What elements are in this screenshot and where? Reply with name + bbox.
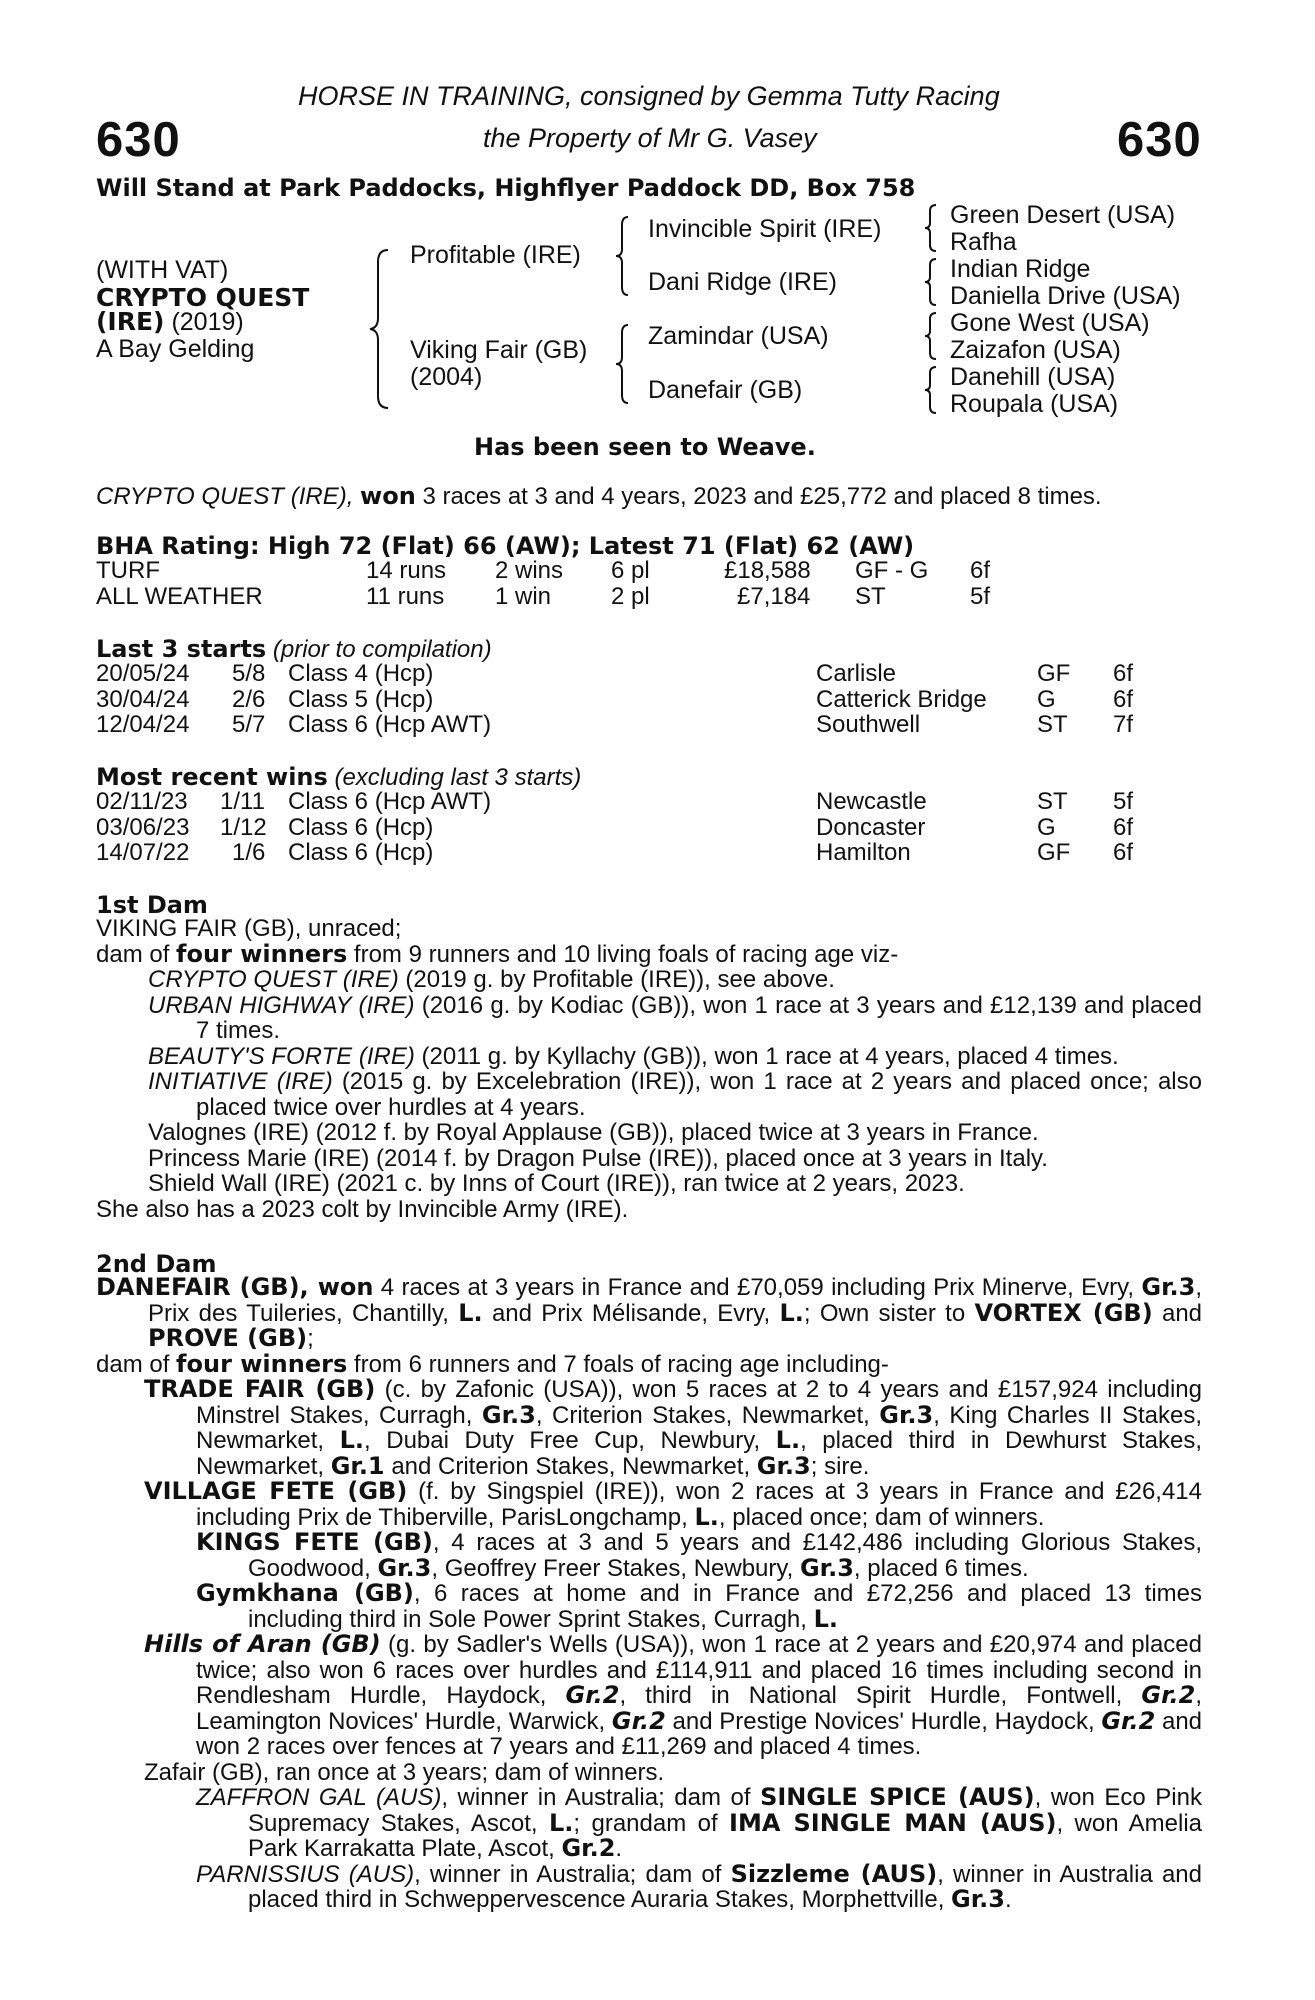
offspring-detail: , third in National Spirit Hurdle, Fontwell,: [619, 1682, 1123, 1709]
offspring-detail: ; sire.: [810, 1452, 870, 1480]
start-going: G: [1037, 686, 1056, 713]
offspring-entry: [96, 967, 1202, 993]
produce-text: dam of: [96, 940, 170, 968]
offspring-entry: [96, 1632, 1202, 1760]
gen3-8: Roupala (USA): [950, 390, 1119, 418]
lot-number-right: 630: [1117, 113, 1202, 167]
gen3-7: Danehill (USA): [950, 363, 1116, 391]
offspring-name: IMA SINGLE MAN (AUS): [729, 1808, 1057, 1837]
record-runs: 14 runs: [366, 557, 447, 584]
horse-year: (2019): [171, 308, 244, 336]
grade: L.: [694, 1502, 719, 1531]
win-dist: 6f: [1113, 814, 1134, 841]
grade: Gr.3: [377, 1553, 432, 1582]
grade: Gr.3: [879, 1400, 934, 1429]
offspring-entry: Zafair (GB), ran once at 3 years; dam of winners.: [144, 1758, 665, 1786]
gen3-6: Zaizafon (USA): [950, 336, 1121, 364]
record-dist: 6f: [970, 557, 991, 584]
horse-country-year: [96, 309, 244, 335]
offspring-detail: , won Eco Pink Supremacy Stakes, Ascot,: [248, 1784, 1202, 1837]
record-text: , Prix des Tuileries, Chantilly,: [148, 1274, 1203, 1327]
offspring-entry: [96, 1377, 1202, 1479]
start-class: Class 5 (Hcp): [288, 686, 434, 713]
win-going: ST: [1037, 788, 1068, 815]
grade: L.: [339, 1426, 365, 1454]
record-surface: TURF: [96, 557, 160, 584]
start-position: 5/8: [232, 660, 266, 687]
gen3-brace-4: [924, 365, 938, 415]
dam-brace: [614, 323, 632, 405]
grand-offspring-entry: [96, 1859, 1203, 1913]
offspring-detail: , placed once; dam of winners.: [718, 1503, 1045, 1531]
record-prize: £7,184: [737, 583, 811, 610]
start-dist: 6f: [1113, 686, 1134, 713]
offspring-detail: (c. by Zafonic (USA)), won 5 races at 2 to 4 years and £157,924 including Minstrel Stakes, Curragh,: [196, 1376, 1202, 1429]
win-course: Doncaster: [816, 814, 926, 841]
first-dam-title: 1st Dam: [96, 891, 208, 919]
sire: Profitable (IRE): [410, 241, 581, 269]
grade: Gr.3: [756, 1451, 811, 1480]
win-course: Hamilton: [816, 839, 911, 866]
offspring-entry: Shield Wall (IRE) (2021 c. by Inns of Court (IRE)), ran twice at 2 years, 2023.: [148, 1170, 965, 1197]
offspring-name: INITIATIVE (IRE): [148, 1068, 333, 1095]
offspring-name: BEAUTY'S FORTE (IRE): [148, 1042, 415, 1070]
offspring-detail: , placed third in Dewhurst Stakes, Newmarket,: [196, 1427, 1202, 1480]
stand-line: Will Stand at Park Paddocks, Highflyer Paddock DD, Box 758: [96, 174, 916, 202]
record-dist: 5f: [970, 583, 991, 610]
start-dist: 7f: [1113, 711, 1134, 738]
record-runs: 11 runs: [366, 583, 445, 610]
record-wins: 2 wins: [495, 557, 564, 584]
gen3-4: Daniella Drive (USA): [950, 282, 1181, 310]
start-date: 12/04/24: [96, 711, 190, 738]
grade: Gr.2: [1101, 1706, 1156, 1735]
consignor-line: HORSE IN TRAINING, consigned by Gemma Tutty Racing: [298, 81, 1000, 111]
start-going: ST: [1037, 711, 1068, 738]
grade: Gr.3: [481, 1400, 536, 1429]
record-text: and Prix Mélisande, Evry,: [491, 1299, 771, 1327]
offspring-name: CRYPTO QUEST (IRE): [148, 966, 399, 993]
recent-title: Most recent wins: [96, 763, 328, 791]
offspring-detail: , King Charles II Stakes, Newmarket,: [196, 1401, 1202, 1454]
produce-winners: four winners: [176, 1349, 348, 1378]
grade: Gr.2: [565, 1681, 620, 1709]
last3-title: Last 3 starts: [96, 635, 267, 663]
gen3-brace-1: [924, 203, 938, 253]
grade: Gr.3: [951, 1885, 1005, 1913]
offspring-detail: , placed 6 times.: [853, 1554, 1029, 1582]
win-position: 1/6: [232, 839, 266, 866]
summary-rest: 3 races at 3 and 4 years, 2023 and £25,772 and placed 8 times.: [422, 483, 1102, 510]
offspring-detail: (g. by Sadler's Wells (USA)), won 1 race at 2 years and £20,974 and placed twice; also won 6 races over hurdles and £114,911 and placed 16 times including second in Rendlesham Hurdle, Haydock,: [196, 1631, 1202, 1709]
offspring-detail: ; grandam of: [573, 1809, 718, 1837]
win-dist: 6f: [1113, 839, 1134, 866]
record-placed: 2 pl: [611, 583, 650, 610]
first-dam-line: VIKING FAIR (GB), unraced;: [96, 915, 402, 942]
offspring-detail: and Criterion Stakes, Newmarket,: [391, 1452, 751, 1480]
start-course: Southwell: [816, 711, 921, 738]
offspring-name: PARNISSIUS (AUS): [196, 1860, 415, 1888]
grade: L.: [813, 1604, 839, 1633]
record-surface: ALL WEATHER: [96, 583, 263, 610]
win-course: Newcastle: [816, 788, 927, 815]
horse-country: (IRE): [96, 307, 165, 336]
pedigree-main-brace: [368, 248, 392, 410]
grand-offspring-entry: [96, 1530, 1202, 1581]
dam-sire: Zamindar (USA): [648, 322, 829, 350]
start-date: 30/04/24: [96, 686, 190, 713]
race-summary: [96, 482, 1102, 511]
offspring-detail: .: [615, 1835, 623, 1862]
recent-note: (excluding last 3 starts): [334, 764, 582, 791]
dam-year: (2004): [410, 363, 483, 391]
record-text: 4 races at 3 years in France and £70,059 including Prix Minerve, Evry,: [380, 1274, 1135, 1301]
grade: Gr.2: [1141, 1681, 1196, 1709]
dam: Viking Fair (GB): [410, 336, 588, 364]
grade: Gr.1: [330, 1451, 385, 1480]
gen3-2: Rafha: [950, 228, 1017, 256]
produce-winners: four winners: [176, 939, 348, 968]
offspring-detail: (2015 g. by Excelebration (IRE)), won 1 race at 2 years and placed once; also placed twice over hurdles at 4 years.: [196, 1068, 1202, 1121]
summary-won: won: [360, 482, 416, 510]
offspring-entry: [96, 1069, 1202, 1120]
grade: L.: [549, 1808, 574, 1837]
start-position: 2/6: [232, 686, 266, 713]
first-dam-note: She also has a 2023 colt by Invincible Army (IRE).: [96, 1195, 629, 1223]
win-class: Class 6 (Hcp): [288, 814, 434, 841]
record-prize: £18,588: [724, 557, 811, 584]
last3-note: (prior to compilation): [272, 636, 492, 663]
offspring-entry: [96, 1479, 1202, 1530]
offspring-entry: [96, 993, 1202, 1044]
offspring-detail: , Criterion Stakes, Newmarket,: [535, 1401, 870, 1429]
grand-offspring-entry: [96, 1581, 1202, 1632]
offspring-detail: , Leamington Novices' Hurdle, Warwick,: [196, 1682, 1203, 1735]
start-class: Class 6 (Hcp AWT): [288, 711, 492, 738]
record-placed: 6 pl: [611, 557, 650, 584]
offspring-detail: (2019 g. by Profitable (IRE)), see above.: [405, 966, 835, 993]
record-text: and: [1161, 1299, 1203, 1327]
win-date: 03/06/23: [96, 814, 190, 841]
grade: L.: [775, 1426, 801, 1454]
sire-brace: [614, 215, 632, 297]
offspring-name: SINGLE SPICE (AUS): [760, 1783, 1035, 1811]
offspring-entry: Valognes (IRE) (2012 f. by Royal Applause (GB)), placed twice at 3 years in France.: [148, 1119, 1039, 1146]
offspring-name: Hills of Aran (GB): [144, 1630, 381, 1658]
start-course: Carlisle: [816, 660, 897, 687]
win-date: 02/11/23: [96, 788, 188, 815]
offspring-name: VILLAGE FETE (GB): [144, 1477, 408, 1505]
win-going: G: [1037, 814, 1056, 841]
gen3-brace-3: [924, 311, 938, 361]
offspring-detail: , 4 races at 3 and 5 years and £142,486 including Glorious Stakes, Goodwood,: [248, 1529, 1202, 1582]
win-date: 14/07/22: [96, 839, 190, 866]
offspring-entry: Princess Marie (IRE) (2014 f. by Dragon Pulse (IRE)), placed once at 3 years in Italy.: [148, 1144, 1048, 1172]
dam-dam: Danefair (GB): [648, 376, 803, 404]
grade: Gr.3: [1141, 1273, 1196, 1301]
horse-name: CRYPTO QUEST: [96, 283, 310, 312]
produce-text: from 6 runners and 7 foals of racing age including-: [353, 1350, 889, 1378]
offspring-detail: , winner in Australia; dam of: [441, 1784, 751, 1811]
win-class: Class 6 (Hcp): [288, 839, 434, 866]
gen3-brace-2: [924, 257, 938, 307]
offspring-entry: [96, 1044, 1202, 1070]
offspring-detail: , winner in Australia and placed third in Schweppervescence Auraria Stakes, Morphettville,: [248, 1860, 1203, 1913]
offspring-name: KINGS FETE (GB): [196, 1528, 433, 1556]
produce-text: dam of: [96, 1350, 170, 1378]
offspring-detail: (f. by Singspiel (IRE)), won 2 races at 3 years in France and £26,414 including Prix de Thiberville, ParisLongchamp,: [196, 1478, 1203, 1531]
win-going: GF: [1037, 839, 1071, 866]
second-dam-produce-line: [96, 1349, 1202, 1378]
first-dam-section: [96, 916, 1202, 1222]
start-date: 20/05/24: [96, 660, 190, 687]
grade: L.: [779, 1298, 804, 1327]
offspring-detail: , Geoffrey Freer Stakes, Newbury,: [431, 1554, 794, 1582]
sibling-name: VORTEX (GB): [974, 1298, 1153, 1327]
grand-offspring-entry: [96, 1785, 1202, 1862]
summary-name: CRYPTO QUEST (IRE),: [96, 483, 354, 510]
offspring-detail: , winner in Australia; dam of: [414, 1860, 722, 1888]
sibling-name: PROVE (GB): [148, 1324, 308, 1352]
gen3-1: Green Desert (USA): [950, 201, 1176, 229]
offspring-detail: , Dubai Duty Free Cup, Newbury,: [364, 1427, 761, 1454]
grade: Gr.2: [561, 1834, 616, 1862]
record-text: ;: [307, 1325, 314, 1352]
grade: L.: [458, 1298, 483, 1327]
offspring-name: ZAFFRON GAL (AUS): [196, 1784, 442, 1811]
start-going: GF: [1037, 660, 1071, 687]
offspring-detail: and Prestige Novices' Hurdle, Haydock,: [672, 1707, 1095, 1735]
record-wins: 1 win: [495, 583, 552, 610]
gen3-5: Gone West (USA): [950, 309, 1150, 337]
second-dam-section: [96, 1275, 1202, 1913]
second-dam-title: 2nd Dam: [96, 1250, 217, 1278]
record-going: GF - G: [855, 557, 929, 584]
offspring-detail: (2016 g. by Kodiac (GB)), won 1 race at 3 years and £12,139 and placed 7 times.: [196, 991, 1203, 1044]
bha-rating: BHA Rating: High 72 (Flat) 66 (AW); Latest 71 (Flat) 62 (AW): [96, 532, 915, 560]
offspring-detail: , won Amelia Park Karrakatta Plate, Ascot,: [248, 1809, 1203, 1862]
lot-number-left: 630: [96, 113, 181, 167]
offspring-name: TRADE FAIR (GB): [144, 1375, 376, 1403]
grade: Gr.2: [611, 1706, 666, 1735]
start-position: 5/7: [232, 711, 266, 738]
property-line: the Property of Mr G. Vasey: [483, 123, 817, 153]
second-dam-record: [96, 1275, 1202, 1352]
record-going: ST: [855, 583, 886, 610]
start-class: Class 4 (Hcp): [288, 660, 434, 687]
record-text: ; Own sister to: [803, 1299, 966, 1327]
win-dist: 5f: [1113, 788, 1134, 815]
first-dam-produce-line: [96, 939, 1202, 968]
offspring-name: Sizzleme (AUS): [730, 1859, 938, 1888]
start-dist: 6f: [1113, 660, 1134, 687]
vat-note: (WITH VAT): [96, 256, 229, 284]
start-course: Catterick Bridge: [816, 686, 987, 713]
offspring-detail: and won 2 races over fences at 7 years and £11,269 and placed 4 times.: [196, 1707, 1203, 1760]
offspring-name: Gymkhana (GB): [196, 1579, 414, 1607]
gen3-3: Indian Ridge: [950, 255, 1091, 283]
offspring-detail: .: [1004, 1886, 1012, 1913]
horse-description: A Bay Gelding: [96, 335, 255, 363]
produce-text: from 9 runners and 10 living foals of racing age viz-: [353, 940, 899, 968]
offspring-detail: (2011 g. by Kyllachy (GB)), won 1 race at 4 years, placed 4 times.: [421, 1042, 1119, 1070]
second-dam-name: DANEFAIR (GB), won: [96, 1273, 374, 1301]
offspring-name: URBAN HIGHWAY (IRE): [148, 991, 415, 1019]
win-position: 1/12: [220, 814, 267, 841]
win-class: Class 6 (Hcp AWT): [288, 788, 492, 815]
win-position: 1/11: [220, 788, 265, 815]
grade: Gr.3: [799, 1553, 854, 1582]
sire-dam: Dani Ridge (IRE): [648, 268, 837, 296]
wind-note: Has been seen to Weave.: [474, 433, 816, 461]
sire-sire: Invincible Spirit (IRE): [648, 215, 882, 243]
offspring-detail: , 6 races at home and in France and £72,256 and placed 13 times including third in Sole Power Sprint Stakes, Curragh,: [248, 1580, 1202, 1633]
